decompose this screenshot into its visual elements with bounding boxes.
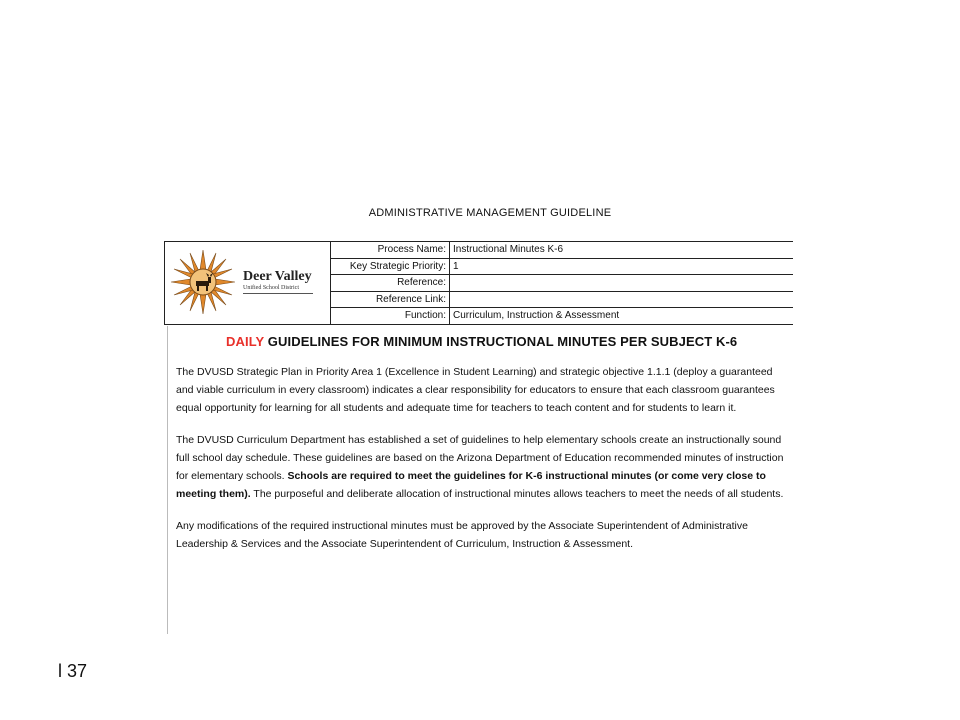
paragraph-modifications: Any modifications of the required instructional minutes must be approved by the Associate Superintendent of Administrative Leadership & Services and the Associate Superintendent of Curriculum, Instruction & Assessment. (176, 520, 748, 550)
paragraph-strategic-plan: The DVUSD Strategic Plan in Priority Area 1 (Excellence in Student Learning) and strategic objective 1.1.1 (deploy a guaranteed and viable curriculum in every classroom) indicates a clear responsibility for educators to ensure that each classroom guarantees equal opportunity for learning for all students and adequate time for teachers to teach content and for students to learn it. (176, 366, 775, 414)
row-label: Reference Link: (331, 292, 450, 308)
district-name: Deer Valley (243, 269, 312, 284)
header-row (331, 308, 793, 324)
header-row (331, 242, 793, 259)
row-value (450, 292, 453, 308)
paragraph-bold-requirement: Schools are required to meet the guidelines for K-6 instructional minutes (or come very close to meeting them). (176, 470, 766, 500)
paragraph-text: The purposeful and deliberate allocation of instructional minutes allows teachers to meet the needs of all students. (250, 488, 784, 500)
row-value (450, 275, 453, 291)
row-value: 1 (453, 260, 459, 272)
guideline-content (167, 326, 793, 634)
row-value: Instructional Minutes K-6 (453, 244, 564, 255)
paragraph-text: The DVUSD Curriculum Department has established a set of guidelines to help elementary schools create an instructionally sound full school day schedule. These guidelines are based on the Arizona Department of Education recommended minutes of instruction for elementary schools. (176, 434, 784, 482)
district-logo-text (243, 270, 313, 294)
document-title: ADMINISTRATIVE MANAGEMENT GUIDELINE (368, 207, 612, 219)
heading-highlight: DAILY (226, 334, 265, 349)
header-rows (331, 242, 793, 324)
main-heading (226, 334, 793, 349)
paragraph-curriculum-department (176, 431, 788, 503)
district-subtitle: Unified School District (243, 285, 299, 291)
row-label: Reference: (331, 275, 450, 291)
logo-underline (243, 293, 313, 294)
header-row (331, 259, 793, 276)
row-value: Curriculum, Instruction & Assessment (453, 310, 620, 322)
heading-rest: GUIDELINES FOR MINIMUM INSTRUCTIONAL MINUTES PER SUBJECT K-6 (264, 334, 738, 349)
page-number: l 37 (58, 661, 88, 681)
sun-logo-icon (171, 250, 235, 314)
row-label: Function: (331, 308, 450, 324)
header-row (331, 275, 793, 292)
guideline-header-table (164, 241, 793, 325)
row-label: Key Strategic Priority: (331, 259, 450, 275)
row-label: Process Name: (331, 242, 450, 258)
district-logo-cell (165, 242, 331, 324)
header-row (331, 292, 793, 309)
